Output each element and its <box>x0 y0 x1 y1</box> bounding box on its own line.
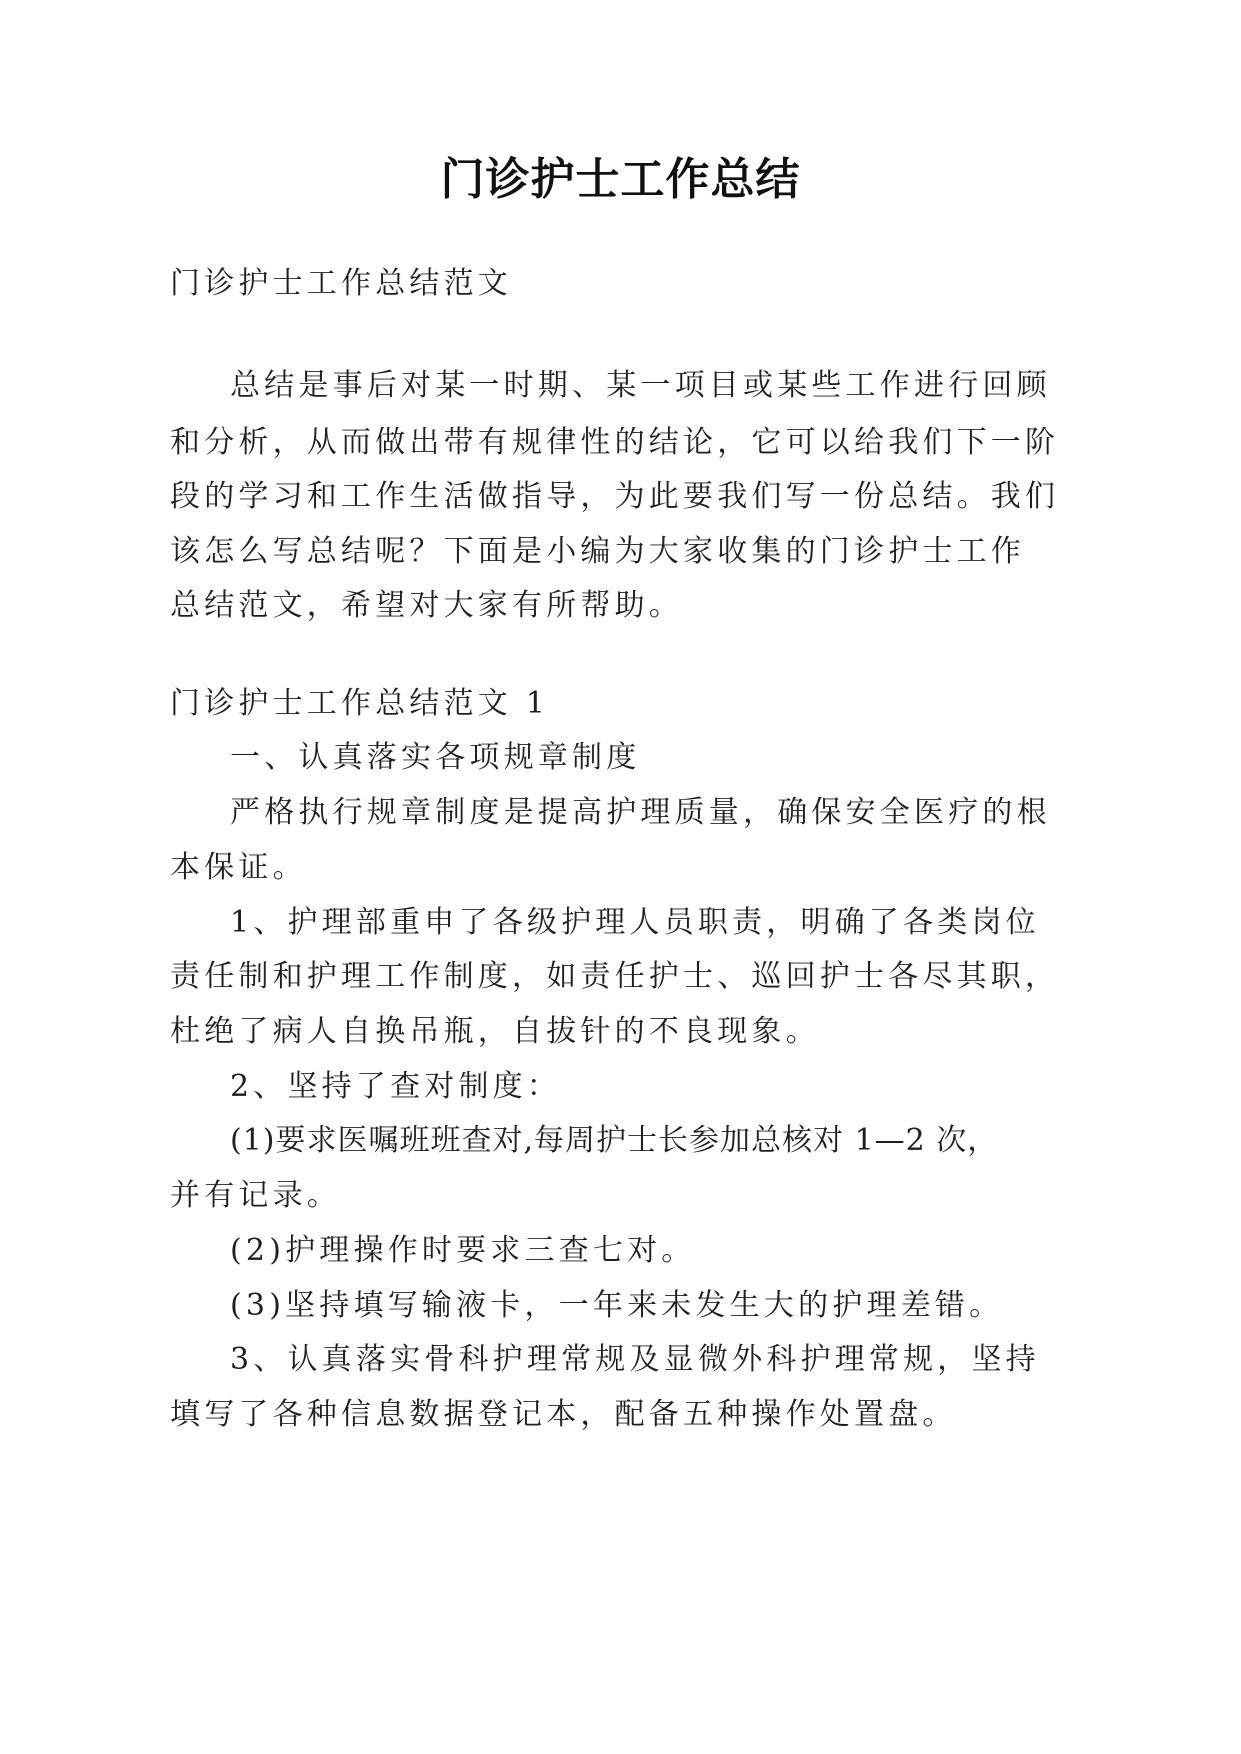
paragraph-line: 严格执行规章制度是提高护理质量，确保安全医疗的根 <box>230 795 1051 830</box>
paragraph-line: (3)坚持填写输液卡，一年来未发生大的护理差错。 <box>230 1288 1004 1323</box>
intro-line-1: 总结是事后对某一时期、某一项目或某些工作进行回顾 <box>230 368 1051 403</box>
document-title: 门诊护士工作总结 <box>440 154 801 205</box>
subheading-1: 一、认真落实各项规章制度 <box>230 740 641 775</box>
paragraph-line: 责任制和护理工作制度，如责任护士、巡回护士各尽其职， <box>170 959 1060 994</box>
paragraph-line: 2、坚持了查对制度： <box>230 1069 562 1104</box>
paragraph-line: 填写了各种信息数据登记本，配备五种操作处置盘。 <box>170 1397 957 1432</box>
subtitle-line: 门诊护士工作总结范文 <box>170 266 512 301</box>
paragraph-line: 1、护理部重申了各级护理人员职责，明确了各类岗位 <box>230 905 1040 940</box>
paragraph-line: (1)要求医嘱班班查对,每周护士长参加总核对 1—2 次， <box>230 1123 999 1158</box>
paragraph-line: 3、认真落实骨科护理常规及显微外科护理常规，坚持 <box>230 1342 1040 1377</box>
section-heading: 门诊护士工作总结范文 1 <box>170 686 550 721</box>
paragraph-line: (2)护理操作时要求三查七对。 <box>230 1233 696 1268</box>
intro-line-5: 总结范文，希望对大家有所帮助。 <box>170 588 683 623</box>
intro-line-2: 和分析，从而做出带有规律性的结论，它可以给我们下一阶 <box>170 425 1060 460</box>
intro-line-4: 该怎么写总结呢？下面是小编为大家收集的门诊护士工作 <box>170 534 1025 569</box>
paragraph-line: 并有记录。 <box>170 1178 341 1213</box>
intro-line-3: 段的学习和工作生活做指导，为此要我们写一份总结。我们 <box>170 479 1060 514</box>
paragraph-line: 杜绝了病人自换吊瓶，自拔针的不良现象。 <box>170 1014 820 1049</box>
paragraph-line: 本保证。 <box>170 850 307 885</box>
